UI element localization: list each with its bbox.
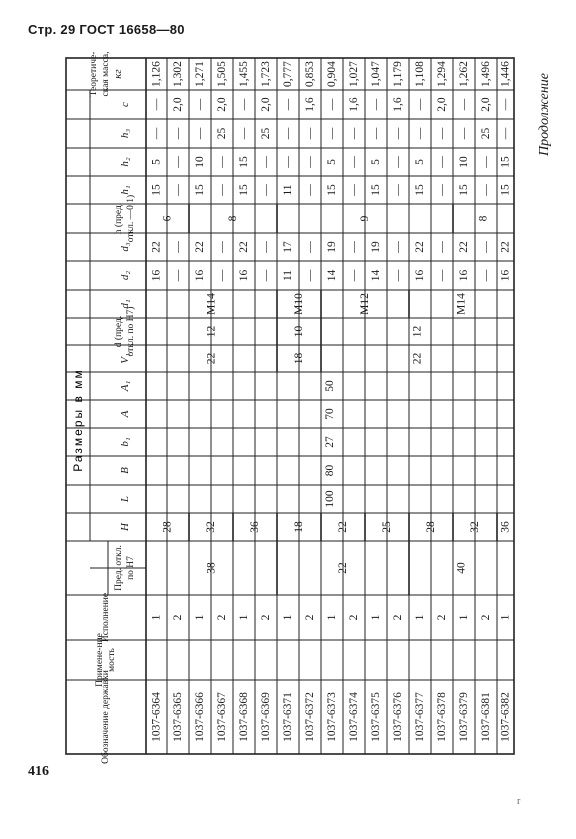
cell-d2-2: 16 [194,269,206,282]
cell-c-8: — [326,98,338,111]
header-mass-2: кг [112,69,124,79]
header-L-0: L [119,495,131,503]
stray-mark: r [517,796,521,807]
cell-des-15: 1037-6381 [480,692,492,742]
cell-d2-12: 16 [414,269,426,282]
cell-des-6: 1037-6371 [282,692,294,742]
merged-h-28: 8 [227,215,239,222]
merged-d-21: 10 [293,325,305,338]
cell-c-4: — [238,98,250,111]
cell-d2-11: — [392,269,404,282]
cell-c-12: — [414,98,426,111]
cell-d2-15: — [480,269,492,282]
cell-des-11: 1037-6376 [392,692,404,742]
cell-ver-4: 1 [238,614,250,621]
cell-h3-7: — [304,127,316,140]
cell-h1-12: 15 [414,184,426,196]
cell-h1-13: — [436,184,448,196]
header-bH7-0: Пред. откл. [114,545,124,591]
cell-c-5: 2,0 [260,97,272,112]
cell-h3-13: — [436,127,448,140]
header-app-1: мость [107,648,117,672]
cell-c-10: — [370,98,382,111]
cell-ver-14: 1 [458,614,470,621]
header-h-1: откл. —0,1) [126,194,136,243]
cell-ver-16: 1 [499,614,512,621]
cell-d2-5: — [260,269,272,282]
cell-h3-4: — [238,127,250,140]
cell-mass-7: 0,853 [304,61,316,87]
cell-mass-9: 1,027 [348,61,360,87]
merged-d1-23: M14 [205,293,218,315]
cell-ver-12: 1 [414,614,426,621]
merged-L-12: 100 [324,490,336,508]
header-V1-0: V₁ [119,353,131,364]
merged-A1-16: 50 [324,380,336,392]
cell-des-14: 1037-6379 [458,692,470,742]
cell-d2-0: 16 [150,269,163,282]
cell-mass-0: 1,126 [150,61,163,87]
cell-c-2: — [194,98,206,111]
header-h3-0: h₃ [119,128,131,139]
header-h-0: h (пред. [114,202,124,235]
cell-h3-16: — [499,127,512,140]
cell-des-16: 1037-6382 [499,692,512,742]
header-b1-0: b₁ [119,437,131,447]
cell-h1-16: 15 [499,184,512,196]
merged-d-22: 12 [411,325,424,338]
merged-bH7-1: 22 [337,562,349,574]
cell-des-8: 1037-6373 [326,692,338,742]
cell-h1-1: — [172,184,184,196]
cell-h3-2: — [194,127,206,140]
cell-h2-4: 15 [238,156,250,168]
cell-h3-8: — [326,127,338,140]
merged-h-29: 9 [359,215,371,222]
cell-des-13: 1037-6378 [436,692,448,742]
merged-b1-14: 27 [324,436,336,448]
cell-c-15: 2,0 [480,97,492,112]
group-header: Размеры в мм [71,368,85,472]
cell-c-0: — [150,98,163,111]
cell-h2-13: — [436,156,448,168]
header-h2-0: h₂ [119,157,131,167]
cell-c-9: 1,6 [348,97,360,112]
cell-d3-10: 19 [370,241,382,253]
cell-h1-6: 11 [282,184,294,196]
header-mass-0: Теоретиче- [89,51,99,97]
cell-h1-0: 15 [150,184,163,196]
header-ver-0: Исполнение [101,592,111,643]
cell-h1-11: — [392,184,404,196]
merged-h-30: 8 [477,215,490,222]
cell-d2-14: 16 [458,269,470,282]
cell-d2-8: 14 [326,269,338,282]
merged-A-15: 70 [324,408,336,420]
cell-mass-6: 0,777 [282,61,294,87]
cell-ver-8: 1 [326,614,338,621]
merged-d1-25: M12 [359,293,371,315]
cell-d3-7: — [304,241,316,253]
cell-h1-14: 15 [458,184,470,196]
cell-d3-5: — [260,241,272,253]
cell-h2-6: — [282,156,294,168]
cell-ver-15: 2 [480,614,492,621]
cell-d2-16: 16 [499,269,512,282]
cell-h2-5: — [260,156,272,168]
merged-d-20: 12 [205,325,218,338]
cell-des-1: 1037-6365 [172,692,184,742]
cell-ver-13: 2 [436,614,448,621]
cell-h3-6: — [282,127,294,140]
cell-c-13: 2,0 [436,97,448,112]
cell-ver-5: 2 [260,614,272,621]
cell-des-9: 1037-6374 [348,692,360,742]
cell-c-7: 1,6 [304,97,316,112]
cell-d3-0: 22 [150,241,163,253]
header-mass-1: ская масса, [101,51,111,97]
cell-mass-2: 1,271 [194,61,206,87]
cell-des-10: 1037-6375 [370,692,382,742]
cell-h2-3: — [216,156,228,168]
header-A1-0: A₁ [119,380,131,392]
merged-H-9: 28 [425,521,437,533]
cell-mass-16: 1,446 [499,61,512,87]
cell-d2-13: — [436,269,448,282]
cell-h2-7: — [304,156,316,168]
header-app-0: Примене-ние [95,633,105,687]
cell-c-14: — [458,98,470,111]
header-d3-0: d₃ [119,242,131,252]
merged-B-13: 80 [324,464,336,477]
cell-d3-2: 22 [194,241,206,253]
header-bH7-1: по Н7 [126,556,136,580]
cell-ver-10: 1 [370,614,382,621]
merged-H-11: 36 [499,521,512,533]
page-header: Стр. 29 ГОСТ 16658—80 [28,22,185,37]
cell-d2-10: 14 [370,269,382,282]
cell-h1-8: 15 [326,184,338,196]
cell-mass-10: 1,047 [370,61,382,87]
cell-d3-8: 19 [326,241,338,253]
merged-H-7: 22 [337,521,349,533]
cell-d3-12: 22 [414,241,426,253]
cell-mass-8: 0,904 [326,61,338,87]
cell-h3-14: — [458,127,470,140]
merged-H-6: 18 [293,521,305,533]
cell-h3-3: 25 [216,127,228,140]
cell-h2-10: 5 [370,159,382,165]
cell-c-6: — [282,98,294,111]
merged-bH7-2: 40 [455,562,468,574]
cell-h3-5: 25 [260,127,272,140]
cell-des-2: 1037-6366 [194,692,206,742]
cell-des-4: 1037-6368 [238,692,250,742]
cell-ver-7: 2 [304,614,316,621]
cell-h1-15: — [480,184,492,196]
cell-h3-11: — [392,127,404,140]
cell-h1-4: 15 [238,184,250,196]
header-d-0: d (пред. [114,315,124,348]
cell-mass-3: 1,505 [216,61,228,87]
header-c-0: c [119,102,131,107]
page-number: 416 [28,764,49,779]
merged-H-4: 32 [205,521,217,533]
cell-h1-7: — [304,184,316,196]
header-d-1: откл. по Н7) [126,306,136,357]
cell-c-3: 2,0 [216,97,228,112]
merged-V1-17: 22 [205,352,218,365]
cell-h3-9: — [348,127,360,140]
cell-h1-5: — [260,184,272,196]
cell-mass-11: 1,179 [392,61,404,87]
merged-H-5: 36 [249,521,261,533]
cell-d3-13: — [436,241,448,253]
cell-d3-9: — [348,241,360,253]
cell-h3-15: 25 [480,127,492,140]
cell-ver-6: 1 [282,614,294,621]
cell-h1-3: — [216,184,228,196]
merged-V1-18: 18 [293,352,305,365]
cell-h2-15: — [480,156,492,168]
cell-d2-4: 16 [238,269,250,282]
cell-d3-6: 17 [282,241,294,253]
merged-d1-26: M14 [455,293,468,315]
header-H-0: H [119,523,131,531]
cell-mass-1: 1,302 [172,61,184,87]
cell-h3-10: — [370,127,382,140]
merged-V1-19: 22 [411,352,424,365]
cell-c-11: 1,6 [392,97,404,112]
merged-H-8: 25 [381,521,393,533]
cell-mass-12: 1,108 [414,61,426,87]
cell-mass-14: 1,262 [458,61,470,87]
cell-ver-0: 1 [150,614,163,621]
header-d1-0: d₁ [119,299,131,309]
merged-d1-24: M10 [293,293,305,315]
cell-d3-16: 22 [499,241,512,253]
cell-ver-3: 2 [216,614,228,621]
cell-d3-11: — [392,241,404,253]
cell-mass-13: 1,294 [436,61,448,87]
cell-h1-2: 15 [194,184,206,196]
cell-h2-11: — [392,156,404,168]
cell-h3-0: — [150,127,163,140]
header-d2-0: d₂ [119,270,131,281]
cell-d3-4: 22 [238,241,250,253]
cell-d3-3: — [216,241,228,253]
header-h1-0: h₁ [119,185,131,195]
continuation-label: Продолжение [537,73,552,157]
cell-h2-2: 10 [194,156,206,168]
cell-h1-9: — [348,184,360,196]
cell-h2-1: — [172,156,184,168]
cell-d2-1: — [172,269,184,282]
cell-h2-0: 5 [150,159,163,165]
cell-des-7: 1037-6372 [304,692,316,742]
cell-h3-1: — [172,127,184,140]
cell-des-3: 1037-6367 [216,692,228,742]
cell-mass-4: 1,455 [238,61,250,87]
cell-h2-9: — [348,156,360,168]
cell-mass-15: 1,496 [480,61,492,87]
cell-h2-8: 5 [326,159,338,165]
merged-H-10: 32 [469,521,481,533]
merged-h-27: 6 [161,215,174,222]
cell-ver-9: 2 [348,614,360,621]
cell-d3-14: 22 [458,241,470,253]
cell-ver-1: 2 [172,614,184,621]
cell-h2-14: 10 [458,156,470,168]
header-des-0: Обозначение державки [101,670,111,764]
header-B-0: B [119,467,131,474]
cell-h2-16: 15 [499,156,512,168]
cell-d2-3: — [216,269,228,282]
cell-des-0: 1037-6364 [150,692,163,742]
cell-mass-5: 1,723 [260,61,272,87]
cell-h3-12: — [414,127,426,140]
merged-H-3: 28 [161,521,174,533]
cell-des-12: 1037-6377 [414,692,426,742]
cell-d2-7: — [304,269,316,282]
merged-bH7-0: 38 [205,562,218,574]
cell-ver-11: 2 [392,614,404,621]
cell-des-5: 1037-6369 [260,692,272,742]
cell-c-16: — [499,98,512,111]
cell-d3-1: — [172,241,184,253]
cell-d2-9: — [348,269,360,282]
cell-ver-2: 1 [194,614,206,621]
cell-h1-10: 15 [370,184,382,196]
cell-d2-6: 11 [282,269,294,282]
cell-c-1: 2,0 [172,97,184,112]
cell-d3-15: — [480,241,492,253]
header-A-0: A [119,410,131,418]
cell-h2-12: 5 [414,159,426,165]
